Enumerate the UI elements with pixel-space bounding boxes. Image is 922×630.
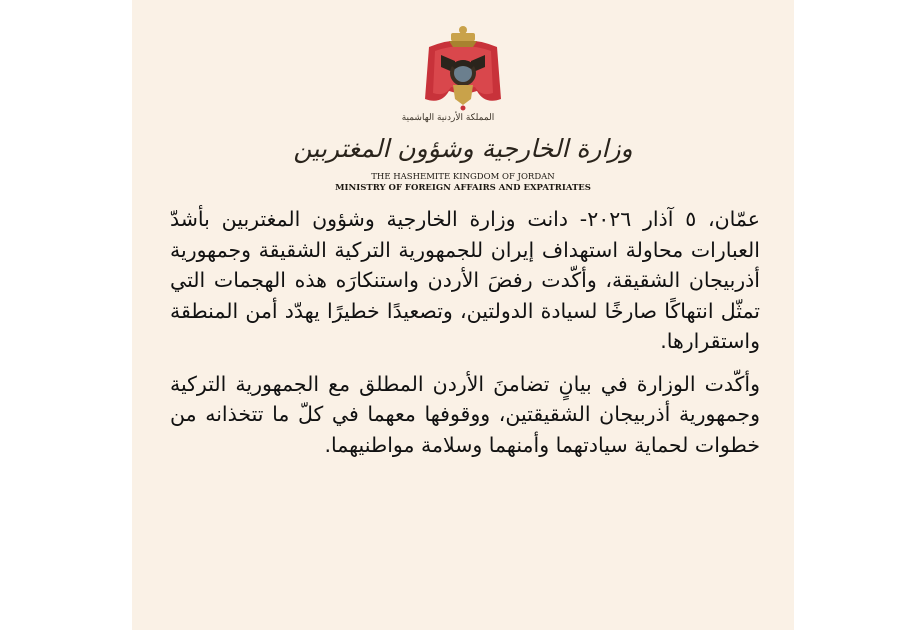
letterhead: [132, 112, 794, 194]
statement-paragraph-2: وأكّدت الوزارة في بيانٍ تضامنَ الأردن المطلق مع الجمهورية التركية وجمهورية أذربيجان الشقيقتين، ووقوفها معهما في كلّ ما تتخذانه من خطوات لحماية سيادتهما وأمنهما وسلامة مواطنيهما.: [170, 371, 760, 457]
kingdom-name-english: THE HASHEMITE KINGDOM OF JORDAN: [371, 172, 555, 182]
ministry-name-arabic: وزارة الخارجية وشؤون المغتربين: [293, 134, 633, 163]
document-page: [132, 0, 794, 630]
statement-body: [170, 204, 760, 472]
statement-paragraph-1: عمّان، ٥ آذار ٢٠٢٦- دانت وزارة الخارجية وشؤون المغتربين بأشدّ العبارات محاولة استهداف إيران للجمهورية التركية الشقيقة وجمهورية أذربيجان الشقيقة، وأكّدت رفضَ الأردن واستنكارَه هذه الهجمات التي تمثّل انتهاكًا صارخًا لسيادة الدولتين، وتصعيدًا خطيرًا يهدّد أمن المنطقة واستقرارها.: [170, 207, 760, 353]
ministry-name-english: MINISTRY OF FOREIGN AFFAIRS AND EXPATRIATES: [335, 183, 591, 193]
kingdom-name-arabic: المملكة الأردنية الهاشمية: [401, 113, 495, 123]
jordan-coat-of-arms-icon: [415, 25, 511, 111]
